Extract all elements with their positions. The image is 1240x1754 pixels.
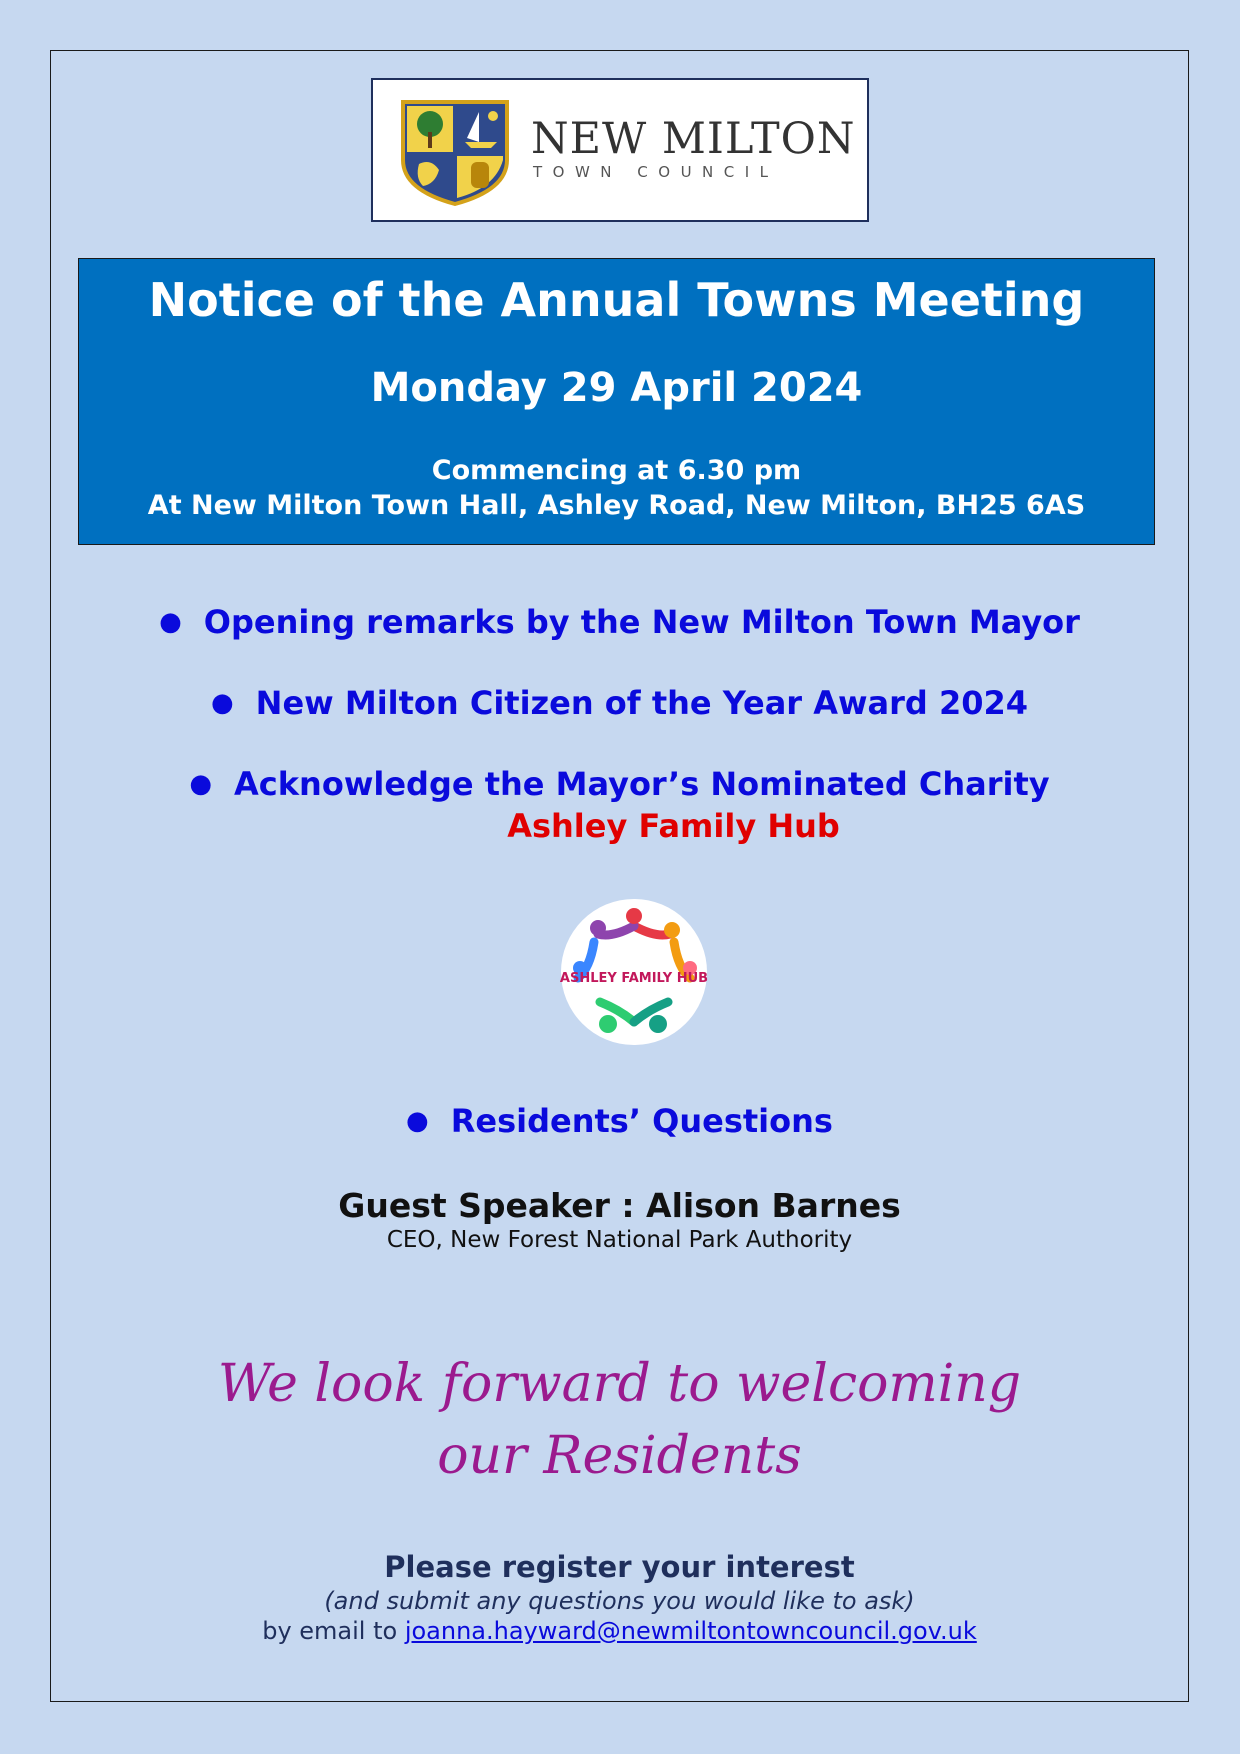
bullet-icon: ● (189, 769, 213, 799)
welcome-line: our Residents (437, 1426, 802, 1486)
charity-logo (560, 898, 708, 1050)
register-email-line (50, 1617, 1189, 1645)
agenda-item-text: New Milton Citizen of the Year Award 2024 (255, 684, 1029, 722)
charity-name: Ashley Family Hub (507, 807, 840, 845)
agenda-item (50, 765, 1189, 803)
guest-speaker-role: CEO, New Forest National Park Authority (386, 1227, 853, 1253)
meeting-banner (78, 258, 1155, 545)
meeting-venue: At New Milton Town Hall, Ashley Road, New Milton, BH25 6AS (147, 490, 1086, 521)
meeting-title: Notice of the Annual Towns Meeting (148, 273, 1085, 327)
agenda-item-text: Acknowledge the Mayor’s Nominated Charity (234, 765, 1050, 803)
guest-speaker: Guest Speaker : Alison Barnes (338, 1186, 901, 1225)
council-subtitle: TOWN COUNCIL (533, 163, 779, 181)
crest-icon (399, 98, 511, 206)
welcome-message (50, 1348, 1189, 1492)
agenda-item (50, 684, 1189, 722)
agenda-item-text: Residents’ Questions (450, 1102, 833, 1140)
charity-logo-text: ASHLEY FAMILY HUB (560, 971, 708, 986)
council-name: NEW MILTON (531, 114, 856, 164)
bullet-icon: ● (159, 607, 182, 637)
bullet-icon: ● (406, 1106, 429, 1136)
register-email-link[interactable]: joanna.hayward@newmiltontowncouncil.gov.uk (404, 1617, 977, 1645)
register-subtitle: (and submit any questions you would like to ask) (324, 1587, 915, 1615)
register-title: Please register your interest (384, 1550, 855, 1584)
family-hub-icon (560, 898, 708, 1046)
bullet-icon: ● (210, 688, 234, 718)
agenda-item (50, 1102, 1189, 1140)
agenda-item (50, 603, 1189, 641)
agenda-item-text: Opening remarks by the New Milton Town Mayor (203, 603, 1080, 641)
meeting-date: Monday 29 April 2024 (370, 365, 863, 411)
welcome-line: We look forward to welcoming (217, 1354, 1022, 1414)
register-email-prefix: by email to (262, 1617, 405, 1645)
meeting-time: Commencing at 6.30 pm (431, 455, 802, 486)
council-logo (371, 78, 869, 222)
